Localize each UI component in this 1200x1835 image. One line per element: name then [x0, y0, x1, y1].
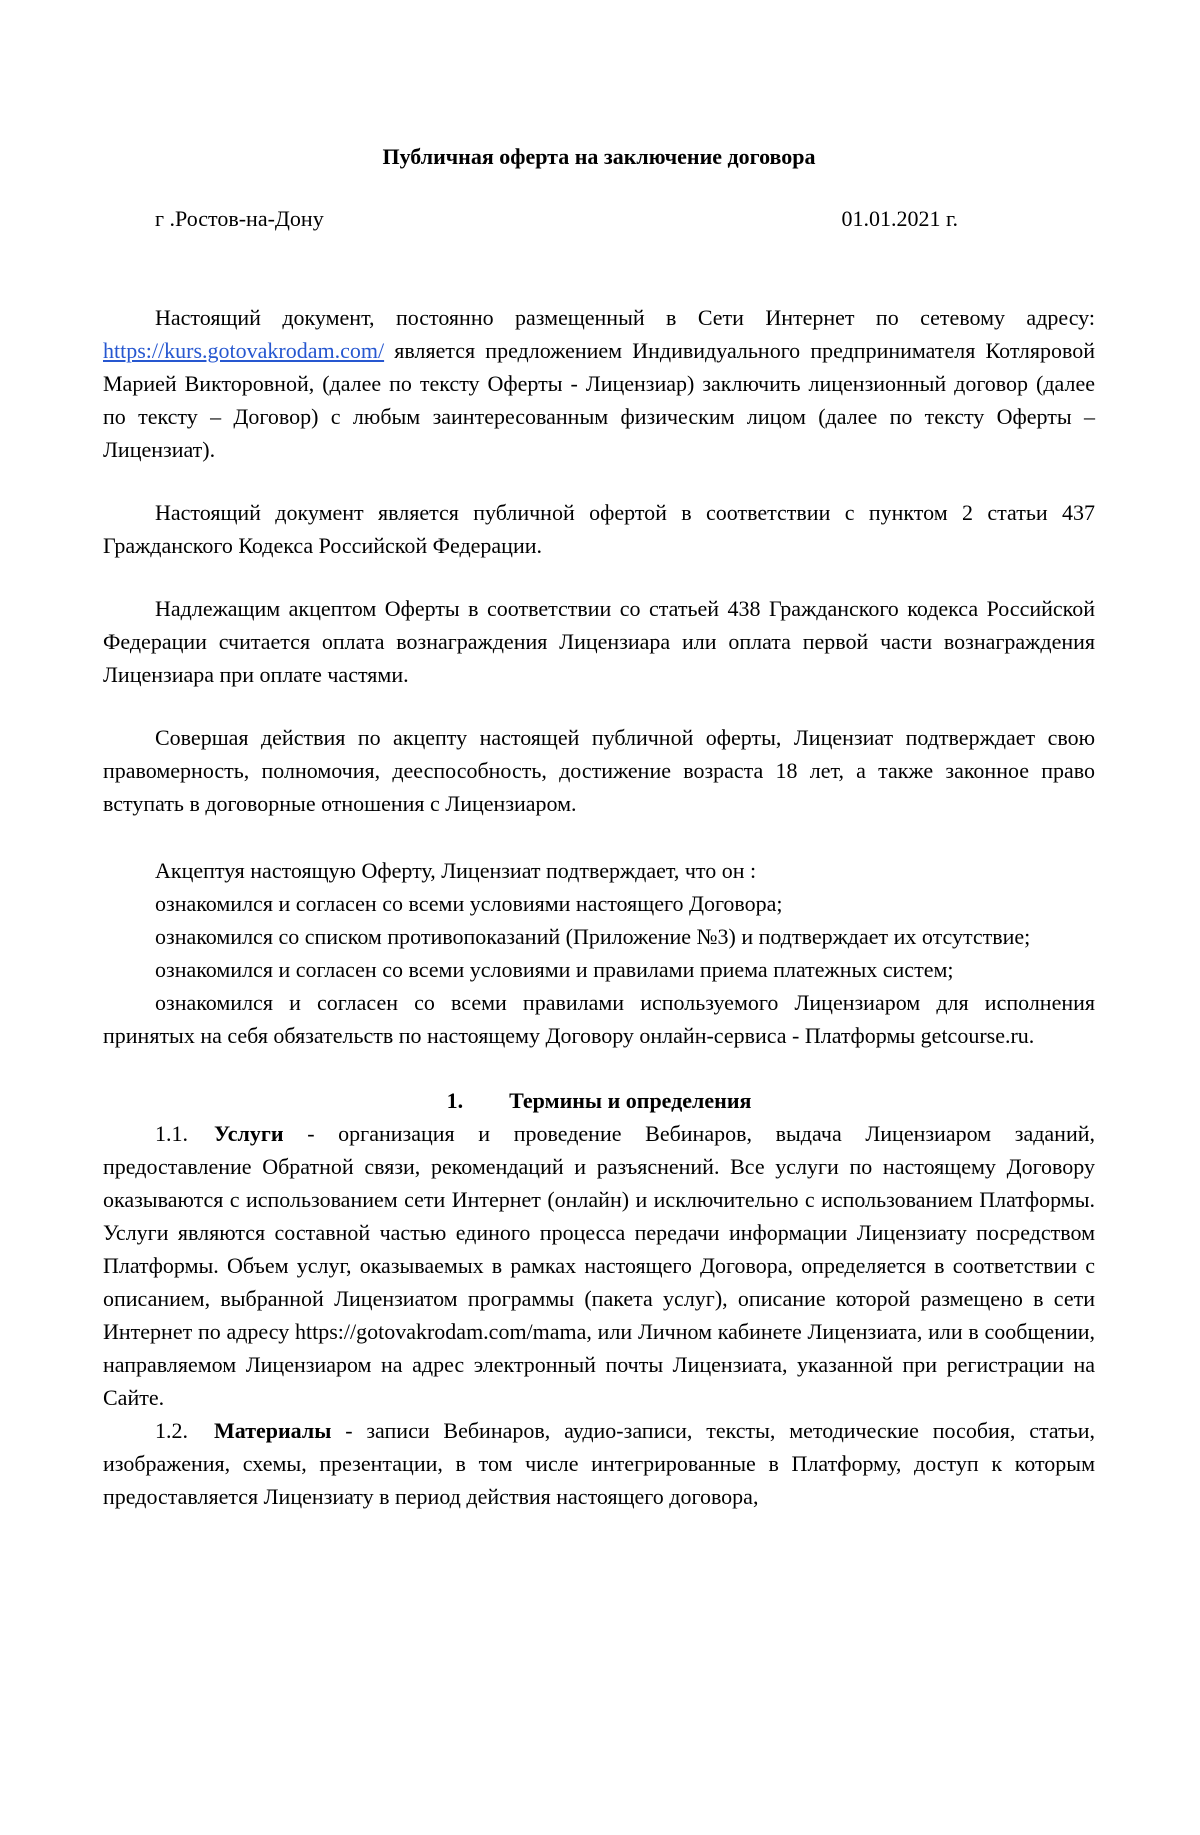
paragraph-accept-definition: Надлежащим акцептом Оферты в соответствии со статьей 438 Гражданского кодекса Российской Федерации считается оплата вознаграждения Лицензиара или оплата первой части вознаграждения Лицензиара при оплате частями. [103, 596, 1095, 687]
accept-list-item: ознакомился со списком противопоказаний (Приложение №3) и подтверждает их отсутствие; [155, 924, 1031, 949]
accept-list-item: ознакомился и согласен со всеми условиями настоящего Договора; [155, 891, 783, 916]
accept-list-item: ознакомился и согласен со всеми условиями и правилами приема платежных систем; [155, 957, 954, 982]
page-title: Публичная оферта на заключение договора [382, 144, 816, 169]
document-page [0, 140, 1200, 1835]
offer-url-link[interactable]: https://kurs.gotovakrodam.com/ [103, 338, 385, 363]
place-label: г .Ростов-на-Дону [155, 206, 324, 231]
dateline [103, 202, 1095, 235]
term-definition: - организация и проведение Вебинаров, выдача Лицензиаром заданий, предоставление Обратной связи, рекомендаций и разъяснений. Все услуги по настоящему Договору оказываются с использованием сети Интернет (онлайн) и исключительно с использованием Платформы. Услуги являются составной частью единого процесса передачи информации Лицензиату посредством Платформы. Объем услуг, оказываемых в рамках настоящего Договора, определяется в соответствии с описанием, выбранной Лицензиатом программы (пакета услуг), описание которой размещено в сети Интернет по адресу https://gotovakrodam.com/mama, или Личном кабинете Лицензиата, или в сообщении, направляемом Лицензиаром на адрес электронный почты Лицензиата, указанной при регистрации на Сайте. [103, 1121, 1095, 1410]
term-number: 1.1. [155, 1121, 188, 1146]
accept-list-item: ознакомился и согласен со всеми правилами используемого Лицензиаром для исполнения принятых на себя обязательств по настоящему Договору онлайн-сервиса - Платформы getcourse.ru. [103, 990, 1095, 1048]
paragraph-text: Настоящий документ, постоянно размещенный в Сети Интернет по сетевому адресу: [155, 305, 1095, 330]
term-number: 1.2. [155, 1418, 188, 1443]
paragraph-offer-intro [103, 301, 1095, 466]
term-name: Материалы [214, 1418, 332, 1443]
term-name: Услуги [214, 1121, 284, 1146]
date-label: 01.01.2021 г. [841, 206, 958, 231]
section-heading-terms [103, 1084, 1095, 1117]
section-number: 1. [446, 1088, 464, 1113]
paragraph-accept-lead: Акцептуя настоящую Оферту, Лицензиат подтверждает, что он : [155, 858, 757, 883]
section-title: Термины и определения [509, 1088, 752, 1113]
paragraph-text: является предложением Индивидуального предпринимателя Котляровой Марией Викторовной, (далее по тексту Оферты - Лицензиар) заключить лицензионный договор (далее по тексту – Договор) с любым заинтересованным физическим лицом (далее по тексту Оферты – Лицензиат). [103, 338, 1095, 462]
paragraph-capacity-confirmation: Совершая действия по акцепту настоящей публичной оферты, Лицензиат подтверждает свою правомерность, полномочия, дееспособность, достижение возраста 18 лет, а также законное право вступать в договорные отношения с Лицензиаром. [103, 725, 1095, 816]
term-item-services [103, 1117, 1095, 1414]
paragraph-public-offer: Настоящий документ является публичной офертой в соответствии с пунктом 2 статьи 437 Гражданского Кодекса Российской Федерации. [103, 500, 1095, 558]
term-definition: - записи Вебинаров, аудио-записи, тексты, методические пособия, статьи, изображения, схемы, презентации, в том числе интегрированные в Платформу, доступ к которым предоставляется Лицензиату в период действия настоящего договора, [103, 1418, 1095, 1509]
term-item-materials [103, 1414, 1095, 1513]
